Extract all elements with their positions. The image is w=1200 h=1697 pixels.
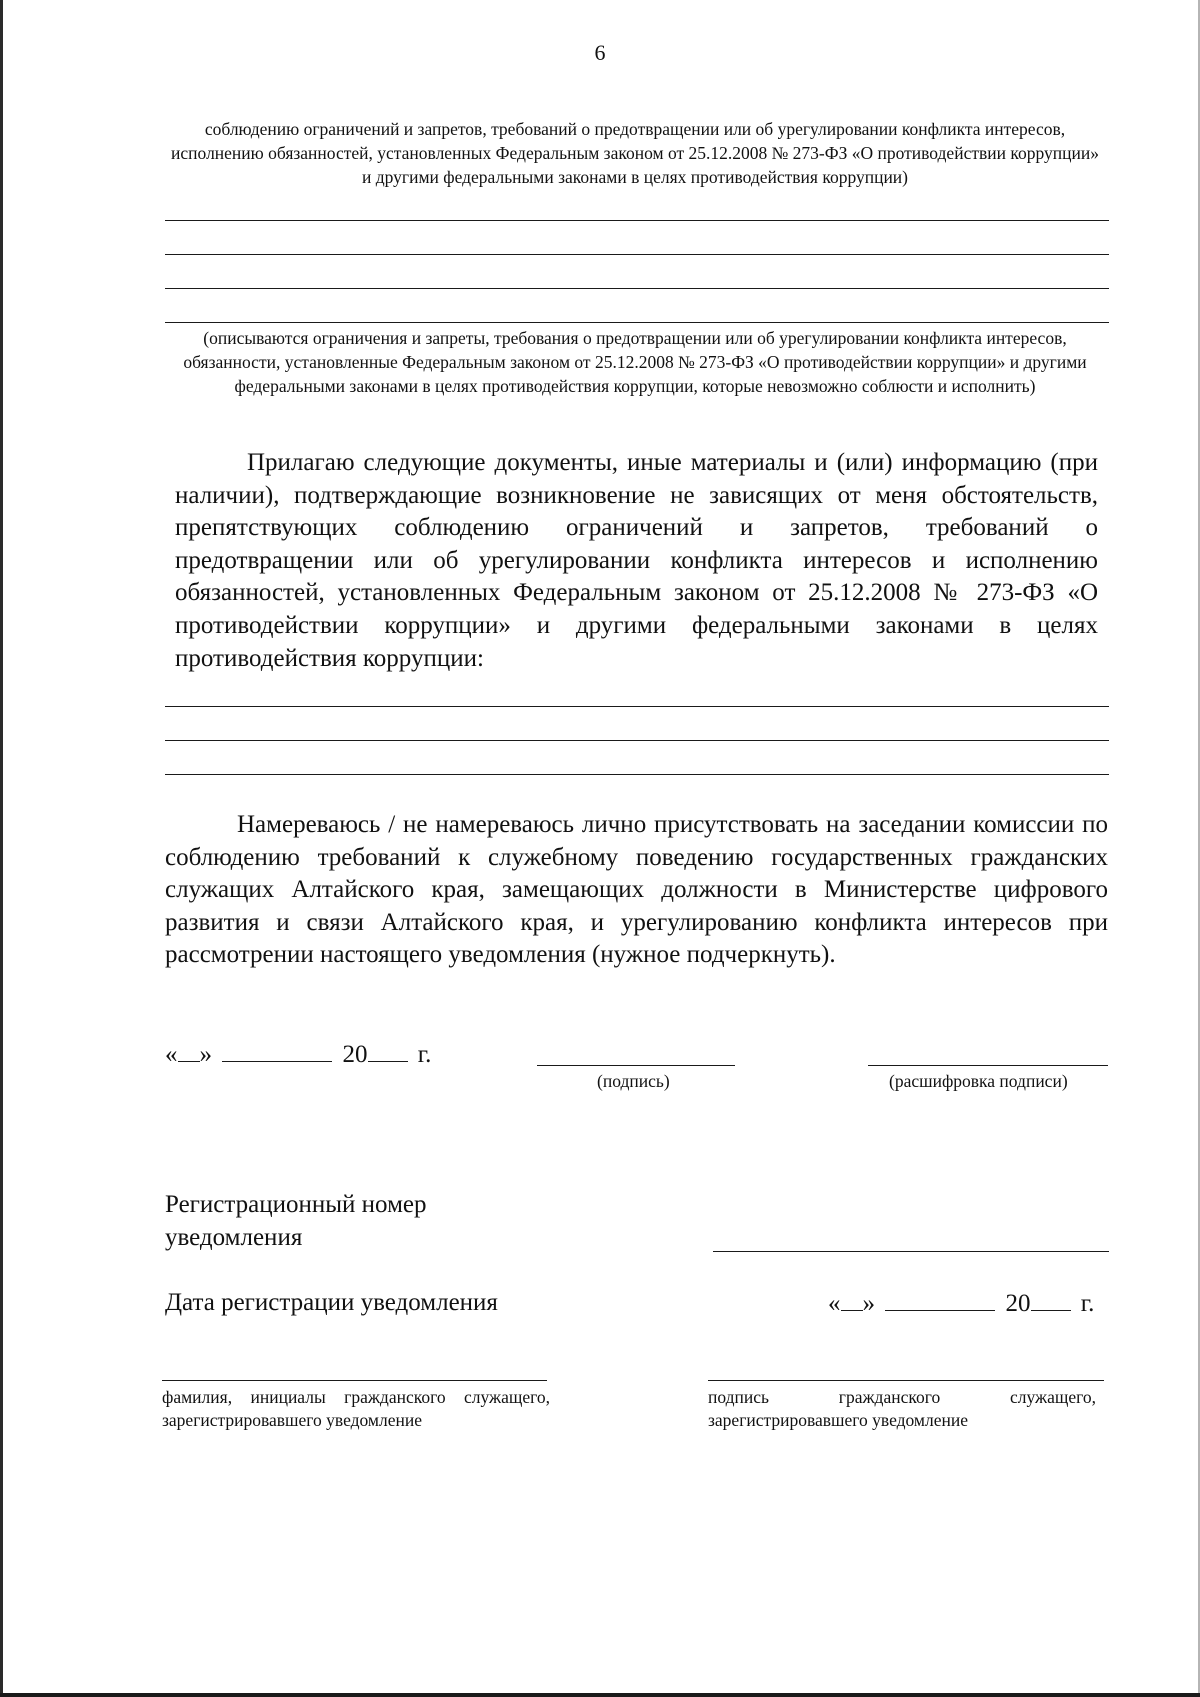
restriction-line-1 <box>165 220 1109 221</box>
registration-number-line <box>713 1251 1109 1252</box>
year-suffix: г. <box>1080 1290 1095 1317</box>
intro-caption: соблюдению ограничений и запретов, требований о предотвращении или об урегулировании конфликта интересов, исполнению обязанностей, установленных Федеральным законом от 25.12.2008 № 273-ФЗ «О противодействии коррупции» и другими федеральными законами в целях противодействия коррупции) <box>171 119 1099 187</box>
signature-decoding-caption: (расшифровка подписи) <box>889 1071 1068 1091</box>
registration-number-label-line1: Регистрационный номер <box>165 1191 427 1218</box>
signature-decoding-line <box>868 1065 1108 1066</box>
day-blank <box>178 1039 200 1062</box>
scan-bottom-edge <box>0 1693 1200 1697</box>
day-blank <box>841 1288 863 1311</box>
registrar-name-line <box>162 1380 547 1381</box>
year-blank <box>368 1039 408 1062</box>
attachments-line-3 <box>165 774 1109 775</box>
close-quote: » <box>862 1290 875 1317</box>
attachments-paragraph: Прилагаю следующие документы, иные материалы и (или) информацию (при наличии), подтверждающие возникновение не зависящих от меня обстоятельств, препятствующих соблюдению ограничений и запретов, требований о предотвращении или об урегулировании конфликта интересов и исполнению обязанностей, установленных Федеральным законом от 25.12.2008 № 273-ФЗ «О противодействии коррупции» и другими федеральными законами в целях противодействия коррупции: <box>175 449 1098 672</box>
scan-left-edge <box>0 0 3 1697</box>
signature-date <box>165 1039 431 1070</box>
year-prefix: 20 <box>342 1041 368 1068</box>
year-prefix: 20 <box>1005 1290 1031 1317</box>
registration-number-label-line2: уведомления <box>165 1224 303 1251</box>
restrictions-caption: (описываются ограничения и запреты, требования о предотвращении или об урегулировании конфликта интересов, обязанности, установленные Федеральным законом от 25.12.2008 № 273-ФЗ «О противодействии коррупции» и другими федеральными законами в целях противодействия коррупции, которые невозможно соблюсти и исполнить) <box>183 328 1087 396</box>
close-quote: » <box>199 1041 212 1068</box>
restriction-line-2 <box>165 254 1109 255</box>
open-quote: « <box>165 1041 178 1068</box>
registrar-signature-caption: подпись гражданского служащего, зарегистрировавшего уведомление <box>708 1387 1096 1430</box>
attachments-line-2 <box>165 740 1109 741</box>
attachments-line-1 <box>165 706 1109 707</box>
open-quote: « <box>828 1290 841 1317</box>
year-blank <box>1031 1288 1071 1311</box>
attendance-paragraph: Намереваюсь / не намереваюсь лично присутствовать на заседании комиссии по соблюдению требований к служебному поведению государственных гражданских служащих Алтайского края, замещающих должности в Министерстве цифрового развития и связи Алтайского края, и урегулированию конфликта интересов при рассмотрении настоящего уведомления (нужное подчеркнуть). <box>165 811 1108 969</box>
restriction-line-3 <box>165 288 1109 289</box>
registration-date-label: Дата регистрации уведомления <box>165 1289 498 1316</box>
month-blank <box>222 1039 332 1062</box>
registration-date <box>828 1288 1094 1319</box>
registrar-name-caption: фамилия, инициалы гражданского служащего, зарегистрировавшего уведомление <box>162 1387 550 1430</box>
registrar-signature-line <box>708 1380 1104 1381</box>
signature-caption: (подпись) <box>597 1071 670 1091</box>
restriction-line-4 <box>165 322 1109 323</box>
year-suffix: г. <box>417 1041 432 1068</box>
month-blank <box>885 1288 995 1311</box>
signature-line <box>537 1065 735 1066</box>
page-number: 6 <box>594 40 606 65</box>
